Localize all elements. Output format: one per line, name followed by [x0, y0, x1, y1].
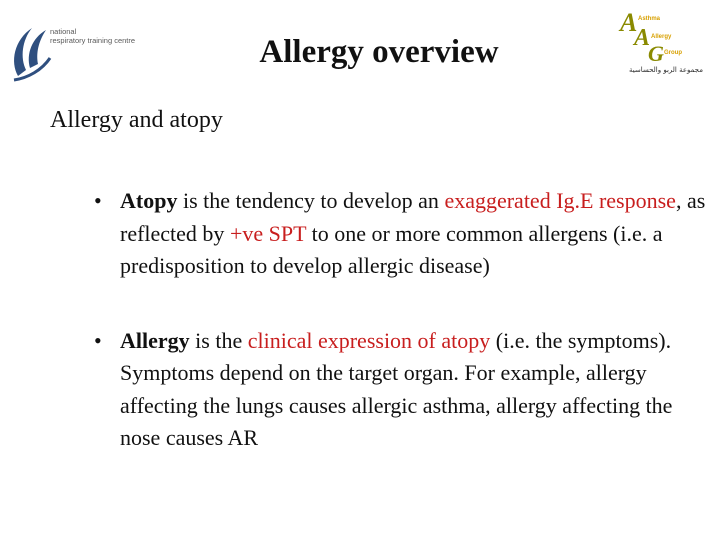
- bullet-term: Atopy: [120, 188, 178, 213]
- aag-logo-letter: A: [634, 25, 651, 51]
- aag-logo-word: Group: [664, 50, 682, 56]
- bullet-text: is the tendency to develop an: [177, 188, 445, 213]
- section-subtitle: Allergy and atopy: [50, 107, 223, 133]
- bullet-highlight: +ve SPT: [229, 220, 307, 246]
- bullet-item: [94, 325, 710, 455]
- nrtc-logo-line: respiratory training centre: [50, 36, 136, 45]
- bullet-text: , as reflected by: [120, 188, 706, 246]
- slide-title: Allergy overview: [259, 34, 499, 70]
- bullet-text: to one or more common allergens (i.e. a predisposition to develop allergic disease): [120, 220, 663, 278]
- nrtc-logo-line: national: [50, 27, 77, 36]
- aag-logo-word: Allergy: [651, 34, 672, 40]
- aag-logo-arabic: مجموعة الربو والحساسية: [629, 66, 703, 74]
- bullet-dot-icon: •: [94, 327, 102, 353]
- aag-logo-letter: A: [620, 8, 638, 37]
- aag-logo-word: Asthma: [638, 16, 661, 22]
- bullet-highlight: clinical expression of atopy: [247, 327, 491, 353]
- bullet-item: [94, 185, 710, 283]
- bullet-text: (i.e. the symptoms). Symptoms depend on the target organ. For example, allergy affecting the lungs causes allergic asthma, allergy affecting the nose causes AR: [120, 327, 673, 450]
- bullet-text: is the: [189, 327, 248, 353]
- aag-logo-letter: G: [648, 41, 664, 66]
- aag-logo: [618, 8, 710, 78]
- bullet-highlight: exaggerated Ig.E response: [444, 188, 676, 213]
- bullet-term: Allergy: [120, 327, 190, 353]
- bullet-dot-icon: •: [94, 188, 102, 213]
- bullet-list: [94, 185, 710, 455]
